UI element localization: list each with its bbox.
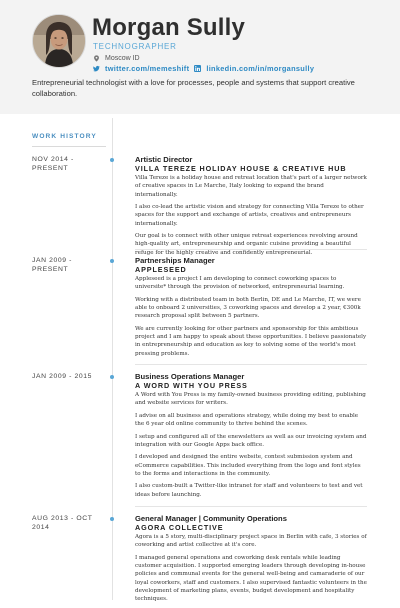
profile-avatar: [32, 14, 86, 68]
job-content: [135, 372, 367, 503]
twitter-icon: [93, 65, 100, 72]
job-date: JAN 2009 - 2015: [32, 373, 93, 380]
timeline-dot: [110, 517, 114, 521]
job-content: [135, 155, 367, 261]
profile-title: TECHNOGRAPHER: [93, 42, 177, 51]
job-role: Business Operations Manager: [135, 372, 245, 381]
job-date: JAN 2009 - PRESENT: [32, 257, 73, 273]
profile-summary: Entrepreneurial technologist with a love for processes, people and systems that support creative collaboration.: [32, 78, 355, 98]
work-history-heading: WORK HISTORY: [32, 133, 97, 140]
job-description: I developed and designed the entire website, contest submission system and eCommerce capabilities. This included everything from the logo and font styles to the forms and interactions in the community.: [135, 454, 361, 477]
profile-name: Morgan Sully: [92, 14, 246, 41]
job-date: NOV 2014 - PRESENT: [32, 156, 74, 172]
job-company: A WORD WITH YOU PRESS: [135, 381, 248, 390]
social-links-row: [93, 64, 314, 73]
twitter-link[interactable]: twitter.com/memeshift: [105, 64, 190, 73]
job-company: AGORA COLLECTIVE: [135, 523, 224, 532]
timeline-dot: [110, 375, 114, 379]
entry-divider: [135, 506, 367, 507]
avatar-photo: [33, 15, 85, 67]
job-role: Partnerships Manager: [135, 256, 215, 265]
section-divider: [32, 146, 106, 147]
entry-divider: [135, 249, 367, 250]
timeline-dot: [110, 158, 114, 162]
job-date: AUG 2013 - OCT 2014: [32, 515, 93, 531]
entry-divider: [135, 364, 367, 365]
job-content: [135, 514, 367, 608]
timeline-line: [112, 118, 113, 600]
location-pin-icon: [93, 55, 100, 62]
job-content: [135, 256, 367, 362]
job-role: General Manager | Community Operations: [135, 514, 287, 523]
location-text: Moscow ID: [105, 55, 140, 62]
profile-header: [0, 0, 400, 114]
job-company: VILLA TEREZE HOLIDAY HOUSE & CREATIVE HUB: [135, 164, 347, 173]
job-description: Appleseed is a project I am developing to connect coworking spaces to universite* through the provision of networked, entrepreneurial learning.: [135, 276, 345, 291]
timeline-dot: [110, 259, 114, 263]
job-company: APPLESEED: [135, 265, 187, 274]
job-description: Villa Tereze is a holiday house and retreat location that's part of a larger network of creative spaces in Le Marche, Italy looking to expand the brand internationally.: [135, 175, 367, 198]
job-description: A Word with You Press is my family-owned business providing editing, publishing and website services for writers.: [135, 392, 366, 407]
job-description: I setup and configured all of the enewsletters as well as our invoicing system and integration with our Google Apps back office.: [135, 433, 367, 448]
linkedin-link[interactable]: linkedin.com/in/morgansully: [206, 64, 315, 73]
job-description: I also co-lead the artistic vision and strategy for connecting Villa Tereze to other spaces for the support and exchange of artists, creatives and entrepreneurs internationally.: [135, 204, 364, 227]
job-description: Agora is a 5 story, multi-disciplinary project space in Berlin with cafe, 3 stories of coworking and artist collective at it's core.: [135, 534, 367, 549]
linkedin-icon: [194, 65, 201, 72]
job-description: I also custom-built a Twitter-like intranet for staff and volunteers to test and vet ideas before launching.: [135, 483, 363, 498]
job-description: Our goal is to connect with other unique retreat experiences revolving around high-quality art, entrepreneurship and organic cuisine providing a beautiful refuge for the highly creative and confidently entrepreneurial.: [135, 233, 358, 256]
job-description: We are currently looking for other partners and sponsorship for this ambitious project and I am happy to speak about these opportunities. I believe passionately in entrepreneurship and education as key to solving some of the world's most pressing problems.: [135, 325, 367, 357]
job-description: Working with a distributed team in both Berlin, DE and Le Marche, IT, we were able to onboard 2 universities, 3 coworking spaces and develop a 2 year, €300k research proposal split between 5 partners.: [135, 296, 361, 320]
location-row: [93, 55, 140, 62]
job-description: I advise on all business and operations strategy, while doing my best to enable the 6 year old online community to thrive behind the scenes.: [135, 412, 359, 428]
job-description: I managed general operations and coworking desk rentals while leading customer acquisition. I supported emerging leaders through developing in-house policies and communal events for the general well-being and camaraderie of our loyal coworkers, staff and customers. I also supervised fantastic volunteers in the development of marketing plans, events, budget development and hospitality techniques.: [135, 554, 367, 603]
job-role: Artistic Director: [135, 155, 193, 164]
